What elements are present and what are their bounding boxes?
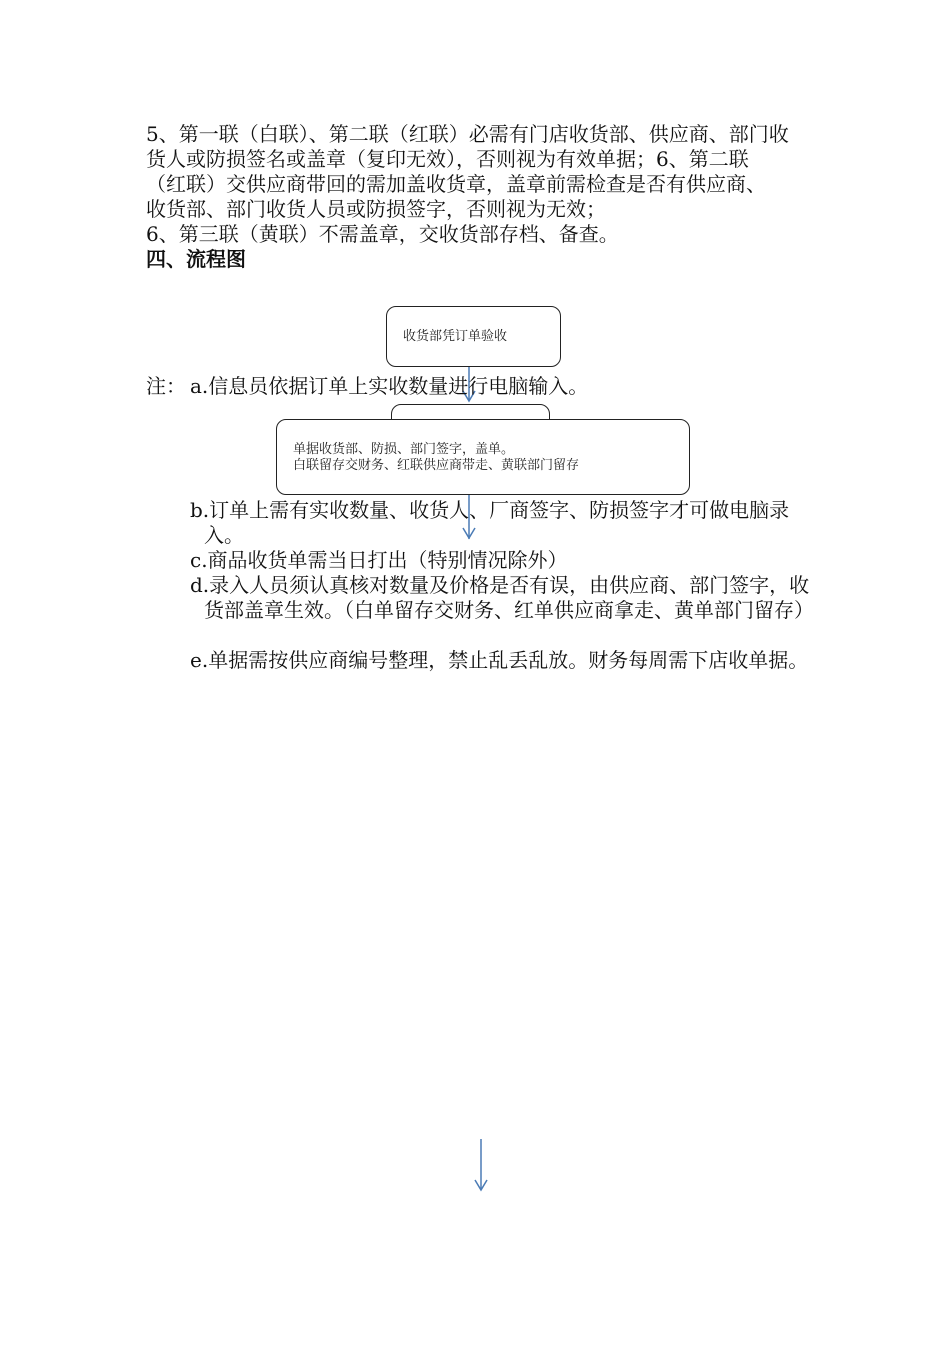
paragraph-line-3: （红联）交供应商带回的需加盖收货章，盖章前需检查是否有供应商、 <box>146 172 766 196</box>
flow-box-receive <box>386 306 561 367</box>
section-heading: 四、流程图 <box>146 247 246 271</box>
note-d: d.录入人员须认真核对数量及价格是否有误，由供应商、部门签字，收货部盖章生效。（白单留存交财务、红单供应商拿走、黄单部门留存） <box>190 573 814 622</box>
note-prefix: 注： <box>146 374 186 398</box>
note-c: c.商品收货单需当日打出（特别情况除外） <box>190 548 568 572</box>
flow-box-receive-label: 收货部凭订单验收 <box>403 329 508 344</box>
flow-box-sign-line-2: 白联留存交财务、红联供应商带走、黄联部门留存 <box>293 458 580 473</box>
paragraph-line-2: 货人或防损签名或盖章（复印无效），否则视为有效单据；6、第二联 <box>146 147 749 171</box>
paragraph-line-1: 5、第一联（白联）、第二联（红联）必需有门店收货部、供应商、部门收 <box>146 122 789 146</box>
note-e: e.单据需按供应商编号整理，禁止乱丢乱放。财务每周需下店收单据。 <box>190 648 809 672</box>
note-b: b.订单上需有实收数量、收货人、厂商签字、防损签字才可做电脑录入。 <box>190 498 790 547</box>
paragraph-line-5: 6、第三联（黄联）不需盖章，交收货部存档、备查。 <box>146 222 619 246</box>
flow-box-sign <box>276 419 690 495</box>
paragraph-line-4: 收货部、部门收货人员或防损签字，否则视为无效； <box>146 197 606 221</box>
flow-box-sign-line-1: 单据收货部、防损、部门签字，盖单。 <box>293 442 515 457</box>
note-a: a.信息员依据订单上实收数量进行电脑输入。 <box>190 374 589 398</box>
